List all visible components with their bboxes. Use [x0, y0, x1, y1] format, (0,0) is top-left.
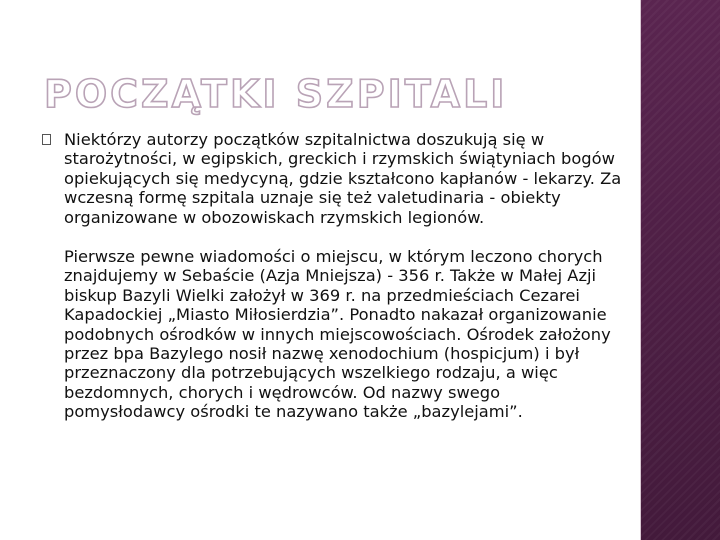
decorative-side-band — [641, 0, 720, 540]
square-bullet-icon — [42, 134, 51, 145]
slide-title: POCZĄTKI SZPITALI — [44, 72, 508, 116]
paragraph-2 — [42, 247, 622, 422]
paragraph-1-text: Niektórzy autorzy początków szpitalnictwa doszukują się w starożytności, w egipskich, greckich i rzymskich świątyniach bogów opiekujących się medycyną, gdzie kształcono kapłanów - lekarzy. Za wczesną formę szpitala uznaje się też valetudinaria - obiekty organizowane w obozowiskach rzymskich legionów. — [64, 130, 622, 227]
paragraph-1 — [42, 130, 622, 227]
paragraph-2-text: Pierwsze pewne wiadomości o miejscu, w którym leczono chorych znajdujemy w Sebaście (Azja Mniejsza) - 356 r. Także w Małej Azji biskup Bazyli Wielki założył w 369 r. na przedmieściach Cezarei Kapadockiej „Miasto Miłosierdzia”. Ponadto nakazał organizowanie podobnych ośrodków w innych miejscowościach. Ośrodek założony przez bpa Bazylego nosił nazwę xenodochium (hospicjum) i był przeznaczony dla potrzebujących wszelkiego rodzaju, a więc bezdomnych, chorych i wędrowców. Od nazwy swego pomysłodawcy ośrodki te nazywano także „bazylejami”. — [64, 247, 611, 422]
slide-content — [42, 130, 622, 422]
